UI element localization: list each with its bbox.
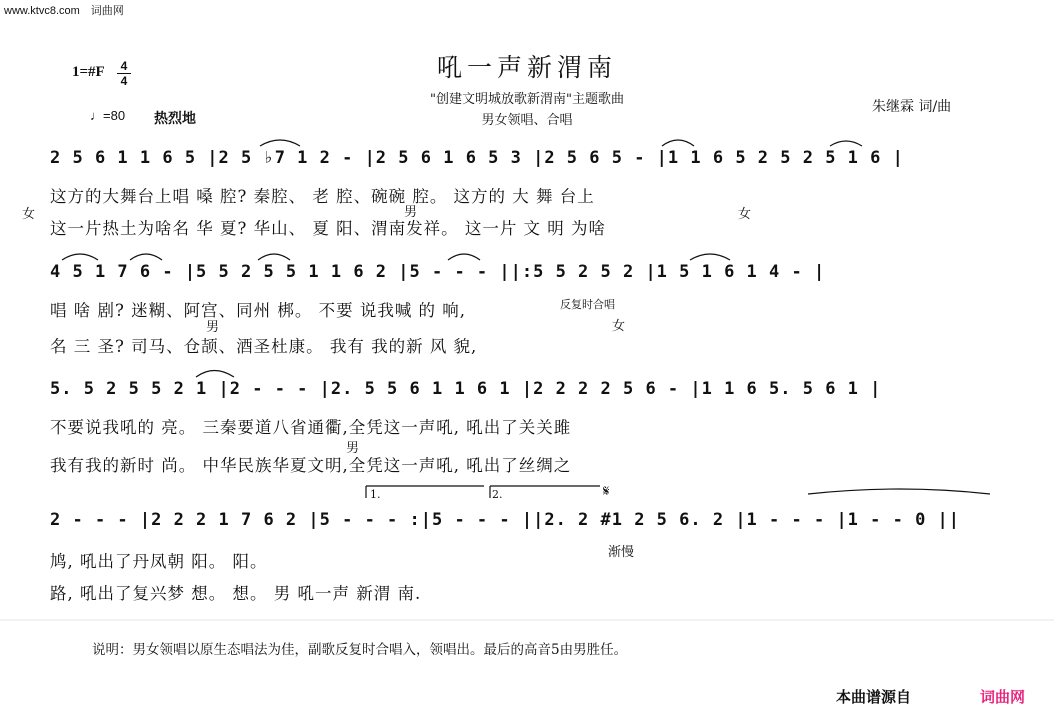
composer-credit: 朱继霖 词/曲: [872, 99, 952, 115]
slur: [808, 489, 990, 494]
notation-line: 2 - - - |2 2 2 1 7 6 2 |5 - - - :|5 - - - ||2. 2 #1 2 5 6. 2 |1 - - - |1 - - 0 ||: [50, 510, 961, 530]
key-signature: 1=#F: [72, 64, 105, 80]
lyric-verse-1: 这方的大舞台上唱 嗓 腔? 秦腔、 老 腔、碗碗 腔。 这方的 大 舞 台上: [50, 187, 595, 206]
notation-line: 4 5 1 7 6 - |5 5 2 5 5 1 1 6 2 |5 - - - ||:5 5 2 5 2 |1 5 1 6 1 4 - |: [50, 262, 826, 282]
site-logo[interactable]: 词曲网: [980, 688, 1026, 706]
source-label: 本曲谱源自: [836, 688, 912, 706]
singer-role: 男: [346, 441, 360, 456]
slur: [662, 140, 694, 146]
singer-role: 男: [404, 205, 418, 220]
singer-role: 男: [206, 320, 220, 335]
slur: [830, 141, 862, 146]
notation-line: 5. 5 2 5 5 2 1 |2 - - - |2. 5 5 6 1 1 6 1 |2 2 2 2 5 6 - |1 1 6 5. 5 6 1 |: [50, 379, 882, 399]
song-subtitle: "创建文明城放歌新渭南"主题歌曲: [430, 92, 624, 107]
slur: [62, 254, 98, 260]
time-signature-bottom: 4: [120, 74, 128, 88]
slur: [260, 140, 300, 146]
slur: [196, 371, 234, 378]
segno-icon: 𝄋: [603, 482, 610, 500]
lyric-verse-2: 路, 吼出了复兴梦 想。 想。 男 吼一声 新渭 南.: [50, 584, 422, 603]
mood-marking: 热烈地: [154, 111, 196, 127]
footnote: 说明：男女领唱以原生态唱法为佳，副歌反复时合唱入，领唱出。最后的高音5由男胜任。: [92, 642, 628, 658]
lyric-verse-1: 不要说我吼的 亮。 三秦要道八省通衢,全凭这一声吼, 吼出了关关雎: [50, 418, 572, 437]
slur: [690, 254, 730, 260]
lyric-verse-2: 名 三 圣? 司马、仓颉、酒圣杜康。 我有 我的新 风 貌,: [50, 337, 478, 356]
lyric-verse-2: 这一片热土为啥名 华 夏? 华山、 夏 阳、渭南发祥。 这一片 文 明 为啥: [50, 219, 607, 238]
singer-role: 女: [612, 319, 626, 334]
slur: [258, 254, 290, 260]
performance-note: 男女领唱、合唱: [481, 113, 573, 128]
tempo-marking: ♩=80: [90, 108, 126, 123]
lyric-verse-1: 鸠, 吼出了丹凤朝 阳。 阳。: [50, 552, 268, 571]
lyric-verse-1: 唱 啥 剧? 迷糊、阿宫、同州 梆。 不要 说我喊 的 响,: [50, 301, 467, 320]
expression-marking: 渐慢: [608, 545, 635, 560]
song-title: 吼一声新渭南: [436, 53, 617, 82]
repeat-instruction: 反复时合唱: [560, 298, 615, 311]
lyric-verse-2: 我有我的新时 尚。 中华民族华夏文明,全凭这一声吼, 吼出了丝绸之: [50, 456, 572, 475]
singer-role: 女: [738, 207, 752, 222]
notation-line: 2 5 6 1 1 6 5 |2 5 ♭7 1 2 - |2 5 6 1 6 5 3 |2 5 6 5 - |1 1 6 5 2 5 2 5 1 6 |: [50, 148, 904, 168]
site-url[interactable]: www.ktvc8.com 词曲网: [4, 5, 124, 17]
slur: [130, 254, 162, 260]
singer-role: 女: [22, 207, 36, 222]
slur: [448, 254, 480, 260]
volta-first: 1.: [370, 488, 381, 501]
time-signature-top: 4: [120, 59, 128, 73]
volta-second: 2.: [492, 488, 503, 501]
